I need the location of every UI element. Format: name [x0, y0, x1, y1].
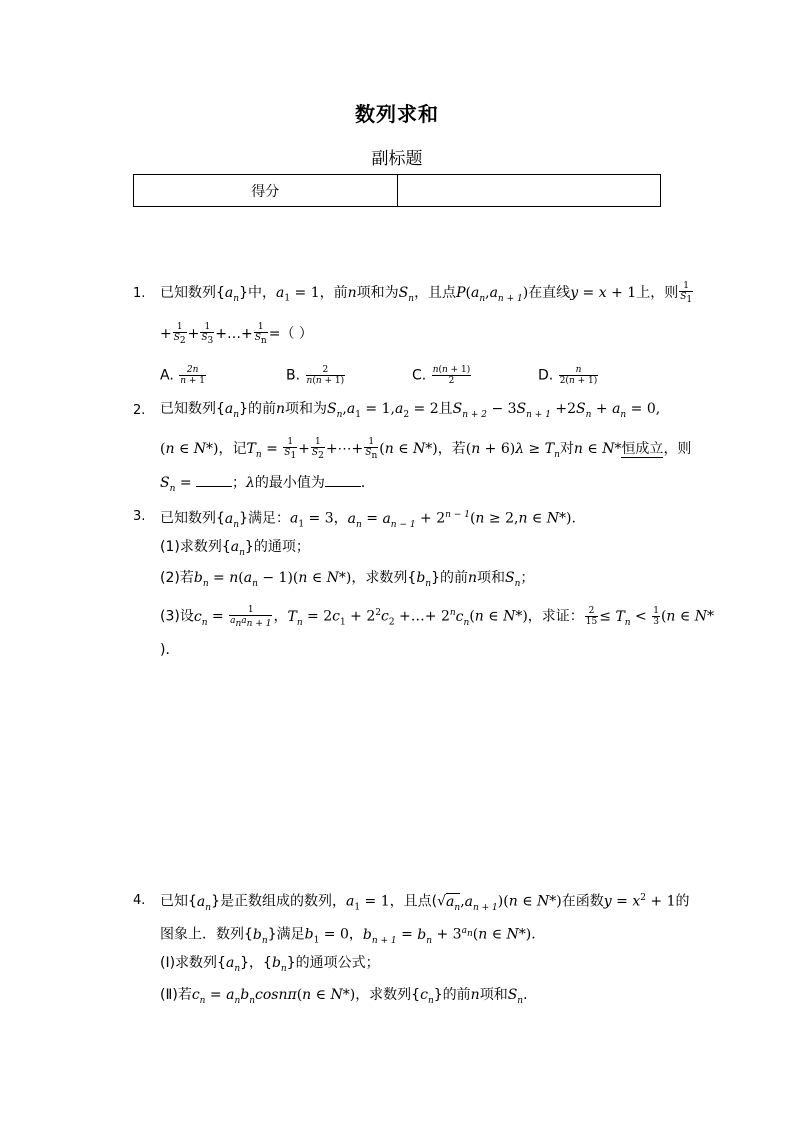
- question-1-line-1: 已知数列$\{a_n\}$中，$a_1 = 1$，前n项和为$S_n$，且点$P(a_n,a_{n + 1})$在直线y = x + 1上，则 $\frac{1}{S_1}$: [160, 281, 693, 305]
- question-3-number: 3.: [133, 509, 146, 524]
- question-3-part-3-end: )．: [160, 642, 180, 658]
- question-3-part-3: (3)设$c_n$ = $\frac{1}{a_na_{n + 1}}$ ，$T_n = 2c_1 + 2^2c_2$ +…+ $2^nc_n(n$ ∈ N*)，求证： $\frac{2}{15}$ ≤ $T_n$ < $\frac{1}{3}$ (n ∈ N*: [160, 604, 714, 629]
- document-subtitle: 副标题: [371, 149, 423, 169]
- question-3-part-2: (2)若$b_n = n(a_n - 1)(n$ ∈ N*)，求数列$\{b_n\}$的前n项和$S_n$；: [160, 570, 535, 589]
- answer-blank-2: [325, 474, 361, 487]
- question-4-part-1: (Ⅰ)求数列$\{a_n\}$，$\{b_n\}$的通项公式；: [160, 955, 380, 974]
- question-1-option-c: C. $\frac{n(n + 1)}{2}$: [412, 365, 471, 386]
- question-4-number: 4.: [133, 893, 146, 908]
- score-label: 得分: [134, 175, 398, 207]
- question-2-number: 2.: [133, 403, 146, 418]
- question-1-option-d: D. $\frac{n}{2(n + 1)}$: [538, 365, 598, 386]
- document-title: 数列求和: [355, 102, 439, 126]
- score-value: [397, 175, 661, 207]
- question-3-line-1: 已知数列$\{a_n\}$满足：$a_1 = 3$，$a_n = a_{n - 1} + 2^{n - 1}(n \ge 2,n$ ∈ N*).: [160, 510, 576, 530]
- question-1-option-a: A. $\frac{2n}{n + 1}$: [160, 365, 206, 386]
- question-1-line-2: + $\frac{1}{S_2}$ + $\frac{1}{S_3}$ +…+ $\frac{1}{S_n}$ =（ ）: [160, 322, 313, 346]
- question-2-line-2: (n ∈ N*)，记$T_n$ = $\frac{1}{S_1}$ + $\frac{1}{S_2}$ +⋯+ $\frac{1}{S_n}$ (n ∈ N*)，若$(n + 6)\lambda \ge T_n$对n ∈ N*恒成立，则: [160, 437, 692, 461]
- question-1-number: 1.: [133, 286, 146, 301]
- question-4-line-2: 图象上．数列$\{b_n\}$满足$b_1 = 0$，$b_{n + 1} = b_n + 3^{a_n}(n$ ∈ N*).: [160, 926, 536, 946]
- question-2-line-3: $S_n$ = ；λ的最小值为 ．: [160, 475, 375, 494]
- question-1-option-b: B. $\frac{2}{n(n + 1)}$: [286, 365, 345, 386]
- answer-blank-1: [196, 474, 232, 487]
- question-4-line-1: 已知$\{a_n\}$是正数组成的数列，$a_1 = 1$，且点$(√a_n,a_{n + 1})(n$ ∈ N*)在函数$y = x^2 + 1$的: [160, 893, 690, 913]
- question-3-part-1: (1)求数列$\{a_n\}$的通项；: [160, 539, 310, 558]
- question-2-line-1: 已知数列$\{a_n\}$的前n项和为$S_n,a_1 = 1,a_2 = 2$且$S_{n + 2} - 3S_{n + 1} +2S_n + a_n = 0$,: [160, 401, 661, 420]
- question-4-part-2: (Ⅱ)若$c_n = a_nb_n\cos n\pi(n$ ∈ N*)，求数列$\{c_n\}$的前n项和$S_n$.: [160, 987, 528, 1006]
- score-table: [133, 174, 661, 207]
